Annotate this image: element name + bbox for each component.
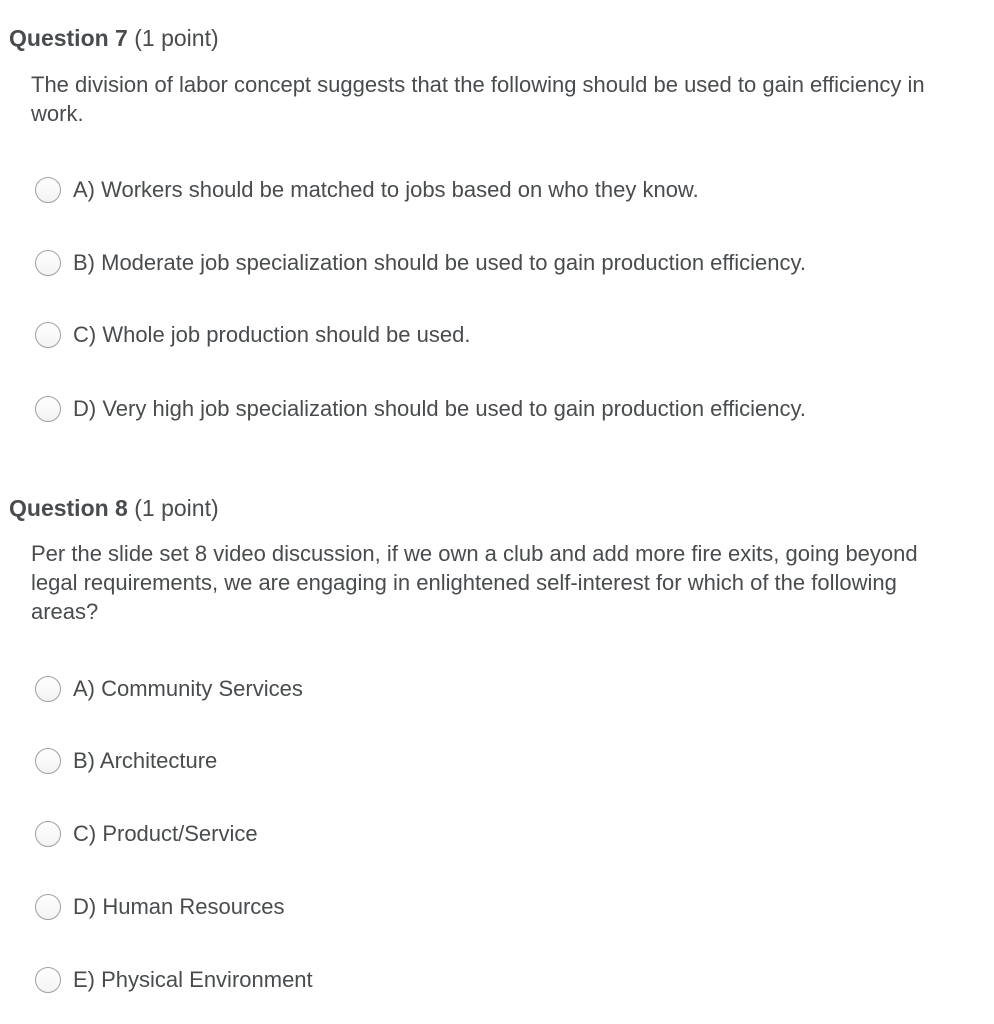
radio-button[interactable]	[35, 894, 61, 920]
answer-option-label: B) Moderate job specialization should be used to gain production efficiency.	[73, 250, 806, 275]
answer-option-label: D) Very high job specialization should be used to gain production efficiency.	[73, 396, 806, 421]
question-title: Question 7	[9, 25, 128, 51]
answer-option-label: A) Community Services	[73, 676, 303, 701]
answer-option-b[interactable]	[35, 248, 806, 278]
radio-button[interactable]	[35, 322, 61, 348]
question-points: (1 point)	[134, 495, 219, 521]
answer-option-label: B) Architecture	[73, 748, 218, 773]
answer-option-c[interactable]	[35, 819, 258, 849]
answer-option-label: A) Workers should be matched to jobs based on who they know.	[73, 177, 699, 202]
answer-option-a[interactable]	[35, 175, 699, 205]
answer-option-d[interactable]	[35, 394, 806, 424]
answer-option-d[interactable]	[35, 892, 285, 922]
answer-option-c[interactable]	[35, 320, 470, 350]
radio-button[interactable]	[35, 967, 61, 993]
radio-button[interactable]	[35, 250, 61, 276]
answer-option-b[interactable]	[35, 746, 217, 776]
radio-button[interactable]	[35, 177, 61, 203]
question-points: (1 point)	[134, 25, 219, 51]
answer-option-a[interactable]	[35, 674, 303, 704]
radio-button[interactable]	[35, 748, 61, 774]
question-text: Per the slide set 8 video discussion, if we own a club and add more fire exits, going beyond legal requirements, we are engaging in enlightened self-interest for which of the following areas?	[31, 541, 918, 624]
answer-option-label: C) Whole job production should be used.	[73, 322, 471, 347]
question-title: Question 8	[9, 495, 128, 521]
answer-option-label: C) Product/Service	[73, 821, 258, 846]
answer-option-label: E) Physical Environment	[73, 967, 313, 992]
question-header	[9, 24, 219, 52]
question-text: The division of labor concept suggests that the following should be used to gain efficiency in work.	[31, 72, 925, 126]
answer-option-e[interactable]	[35, 965, 313, 995]
radio-button[interactable]	[35, 821, 61, 847]
answer-option-label: D) Human Resources	[73, 894, 285, 919]
radio-button[interactable]	[35, 676, 61, 702]
question-header	[9, 494, 219, 522]
radio-button[interactable]	[35, 396, 61, 422]
